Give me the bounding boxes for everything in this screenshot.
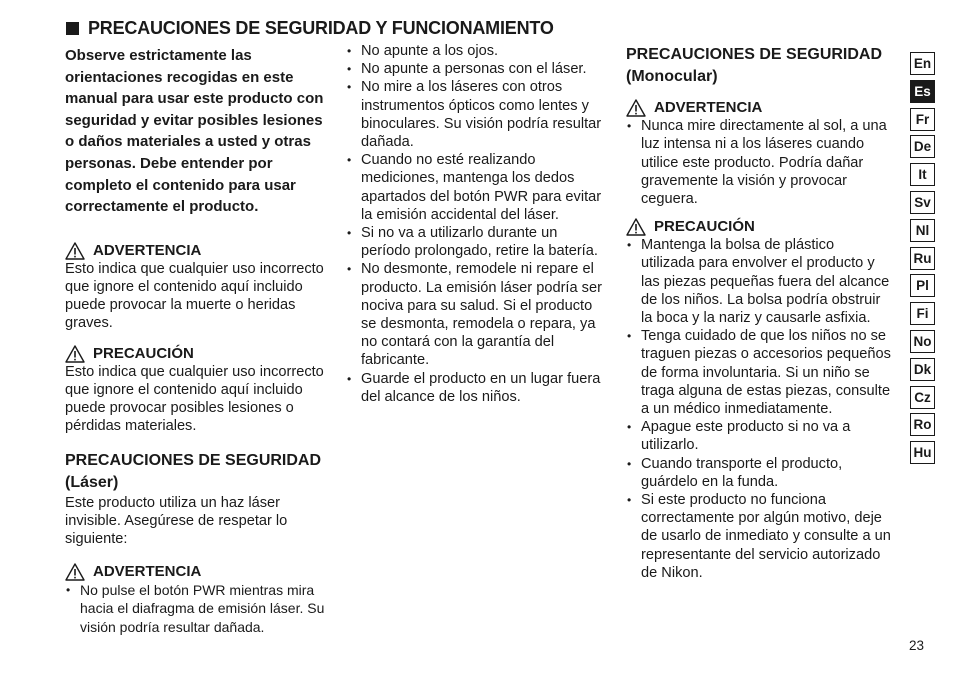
language-tab-fr[interactable]: Fr — [910, 108, 935, 131]
column-middle — [346, 42, 608, 406]
monocular-caution-heading — [626, 218, 891, 236]
laser-section-heading: PRECAUCIONES DE SEGURIDAD (Láser) — [65, 452, 322, 491]
warning-triangle-icon — [65, 563, 85, 581]
language-tab-fi[interactable]: Fi — [910, 302, 935, 325]
column-left — [65, 45, 330, 636]
list-item: • Apague este producto si no va a utilizarlo. — [626, 418, 891, 454]
list-item: • Guarde el producto en un lugar fuera del alcance de los niños. — [346, 370, 608, 406]
caution-definition-text: Esto indica que cualquier uso incorrecto que ignore el contenido aquí incluido puede provocar posibles lesiones o pérdidas materiales. — [65, 363, 324, 435]
language-tab-cz[interactable]: Cz — [910, 386, 935, 409]
list-item: • No pulse el botón PWR mientras mira hacia el diafragma de emisión láser. Su visión podría resultar dañada. — [65, 581, 330, 636]
column-right — [626, 44, 891, 582]
language-tab-nl[interactable]: Nl — [910, 219, 935, 242]
intro-text: Observe estrictamente las orientaciones recogidas en este manual para usar este producto con seguridad y evitar posibles lesiones o daños materiales a usted y otras personas. Debe entender por completo el contenido para usar correctamente el producto. — [65, 47, 324, 216]
monocular-section-heading: PRECAUCIONES DE SEGURIDAD (Monocular) — [626, 46, 883, 85]
list-item: • Cuando no esté realizando mediciones, mantenga los dedos apartados del botón PWR para evitar la emisión accidental del láser. — [346, 151, 608, 224]
warning-triangle-icon — [626, 218, 646, 236]
laser-intro-text: Este producto utiliza un haz láser invisible. Asegúrese de respetar lo siguiente: — [65, 494, 288, 547]
language-tab-it[interactable]: It — [910, 163, 935, 186]
language-tab-ru[interactable]: Ru — [910, 247, 935, 270]
warning-definition-heading — [65, 242, 330, 260]
list-item: • Nunca mire directamente al sol, a una luz intensa ni a los láseres cuando utilice este producto. Podría dañar gravemente la visión y provocar ceguera. — [626, 117, 891, 208]
monocular-warning-list — [626, 117, 891, 208]
language-tab-en[interactable]: En — [910, 52, 935, 75]
monocular-warning-label: ADVERTENCIA — [654, 99, 763, 117]
laser-bullets-continued — [346, 42, 608, 406]
list-item: • Si no va a utilizarlo durante un período prolongado, retire la batería. — [346, 224, 608, 260]
warning-label: ADVERTENCIA — [93, 241, 202, 259]
list-item: • No mire a los láseres con otros instrumentos ópticos como lentes y binoculares. Su visión podría resultar dañada. — [346, 78, 608, 151]
language-tab-pl[interactable]: Pl — [910, 274, 935, 297]
monocular-warning-heading — [626, 99, 891, 117]
laser-bullets-start — [65, 581, 330, 636]
square-bullet-icon — [66, 22, 79, 35]
monocular-caution-list — [626, 236, 891, 582]
list-item: • No desmonte, remodele ni repare el producto. La emisión láser podría ser nociva para su salud. Si el producto se desmonta, remodela o repara, ya no contará con la garantía del fabricante. — [346, 260, 608, 369]
caution-label: PRECAUCIÓN — [93, 344, 194, 362]
language-tab-dk[interactable]: Dk — [910, 358, 935, 381]
language-tab-ro[interactable]: Ro — [910, 413, 935, 436]
page-number: 23 — [909, 638, 925, 653]
list-item: • Si este producto no funciona correctamente por algún motivo, deje de usarlo de inmediato y consulte a un representante del servicio autorizado de Nikon. — [626, 491, 891, 582]
list-item: • Cuando transporte el producto, guárdelo en la funda. — [626, 455, 891, 491]
laser-warning-label: ADVERTENCIA — [93, 563, 202, 581]
warning-triangle-icon — [626, 99, 646, 117]
language-tabs — [910, 52, 935, 469]
language-tab-es[interactable]: Es — [910, 80, 935, 103]
warning-triangle-icon — [65, 345, 85, 363]
list-item: • Mantenga la bolsa de plástico utilizada para envolver el producto y las piezas pequeñas fuera del alcance de los niños. La bolsa podría obstruir la boca y la nariz y causarle asfixia. — [626, 236, 891, 327]
language-tab-no[interactable]: No — [910, 330, 935, 353]
caution-definition-heading — [65, 345, 330, 363]
laser-warning-heading — [65, 563, 330, 581]
monocular-caution-label: PRECAUCIÓN — [654, 218, 755, 236]
language-tab-sv[interactable]: Sv — [910, 191, 935, 214]
warning-definition-text: Esto indica que cualquier uso incorrecto que ignore el contenido aquí incluido puede provocar la muerte o heridas graves. — [65, 260, 324, 332]
page-title — [66, 18, 554, 39]
warning-triangle-icon — [65, 242, 85, 260]
language-tab-hu[interactable]: Hu — [910, 441, 935, 464]
list-item: • No apunte a los ojos. — [346, 42, 608, 60]
language-tab-de[interactable]: De — [910, 135, 935, 158]
list-item: • Tenga cuidado de que los niños no se traguen piezas o accesorios pequeños de forma involuntaria. Si un niño se traga alguna de estas piezas, consulte a un médico inmediatamente. — [626, 327, 891, 418]
list-item: • No apunte a personas con el láser. — [346, 60, 608, 78]
page-title-text: PRECAUCIONES DE SEGURIDAD Y FUNCIONAMIENTO — [88, 18, 554, 38]
